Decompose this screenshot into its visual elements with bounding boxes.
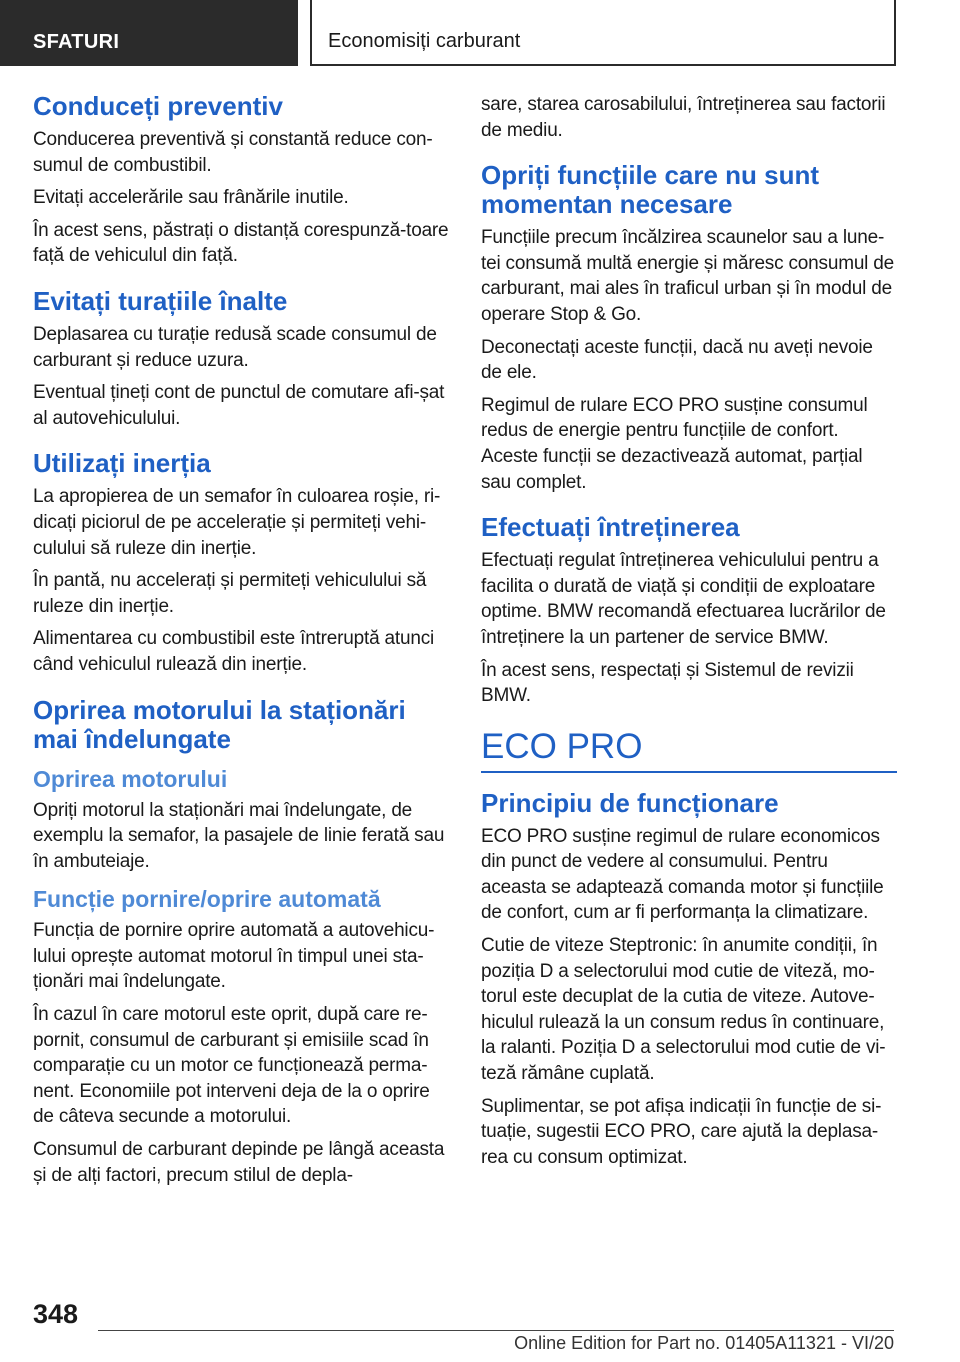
heading-maintenance: Efectuați întreținerea <box>481 512 740 543</box>
chapter-tab: Economisiți carburant <box>310 0 896 66</box>
paragraph: În acest sens, păstrați o distanță corespunză‐toare față de vehiculul din față. <box>33 219 449 267</box>
paragraph: Alimentarea cu combustibil este întreruptă atunci când vehiculul rulează din inerție. <box>33 628 435 675</box>
heading-engine-stop: Oprirea motorului la staționări mai îndelungate <box>33 694 406 754</box>
paragraph: Eventual țineți cont de punctul de comutare afi‐șat al autovehiculului. <box>33 382 445 429</box>
subheading-engine-stop: Oprirea motorului <box>33 765 228 792</box>
paragraph: La apropierea de un semafor în culoarea roșie, ri‐dicați piciorul de pe accelerație și permiteți vehi‐culului să ruleze din inerție. <box>33 486 441 559</box>
heading-operating-principle: Principiu de funcționare <box>481 787 779 818</box>
paragraph: Funcțiile precum încălzirea scaunelor sau a lune‐tei consumă multă energie și măresc consumul de carburant, mai ales în traficul urban și în modul de operare Stop & Go. <box>481 227 895 325</box>
paragraph: În cazul în care motorul este oprit, după care re‐pornit, consumul de carburant și emisiile scad în comparație cu un motor ce funcționează perma‐nent. Economiile pot interveni deja de la o oprire de câteva secunde a motorului. <box>33 1004 430 1128</box>
paragraph: Efectuați regulat întreținerea vehiculului pentru a facilita o durată de viață și condiții de exploatare optime. BMW recomandă efectuarea lucrărilor de întreținere la un partener de service BMW. <box>481 550 886 648</box>
chapter-title-eco-pro: ECO PRO <box>481 727 897 773</box>
heading-use-inertia: Utilizați inerția <box>33 448 211 479</box>
heading-drive-preventively: Conduceți preventiv <box>33 91 283 121</box>
paragraph: Deplasarea cu turație redusă scade consumul de carburant și reduce uzura. <box>33 323 437 371</box>
section-tab: SFATURI <box>0 0 298 66</box>
paragraph: Suplimentar, se pot afișa indicații în funcție de si‐tuație, sugestii ECO PRO, care ajută la deplasa‐rea cu consum optimizat. <box>481 1095 882 1168</box>
paragraph: În acest sens, respectați și Sistemul de revizii BMW. <box>481 659 854 707</box>
footer-divider <box>98 1330 894 1331</box>
page-number: 348 <box>33 1299 79 1329</box>
paragraph: Consumul de carburant depinde pe lângă aceasta și de alți factori, precum stilul de depla‐ <box>33 1139 445 1186</box>
paragraph: Funcția de pornire oprire automată a autovehicu‐lului oprește automat motorul în timpul unei sta‐ționări mai îndelungate. <box>33 920 435 993</box>
paragraph: Cutie de viteze Steptronic: în anumite condiții, în poziția D a selectorului mod cutie de viteză, mo‐torul este decuplat de la cutia de viteze. Autove‐hiculul rulează la un consum redus în continuare, la ralanti. Poziția D a selectorului mod cutie de vi‐teză rămâne cuplată. <box>481 935 886 1085</box>
paragraph: Evitați accelerările sau frânările inutile. <box>33 187 349 209</box>
paragraph: ECO PRO susține regimul de rulare economicos din punct de vedere al consumului. Pentru aceasta se adaptează comanda motor și funcțiile de confort, cum ar fi performanța la climatizare. <box>481 825 884 924</box>
left-column <box>33 92 449 1195</box>
paragraph: Regimul de rulare ECO PRO susține consumul redus de energie pentru funcțiile de confort. Aceste funcții se dezactivează automat, parțial sau complet. <box>481 394 868 493</box>
subheading-auto-start-stop: Funcție pornire/oprire automată <box>33 886 381 913</box>
heading-turn-off-functions: Opriți funcțiile care nu sunt momentan necesare <box>481 160 820 220</box>
paragraph: Opriți motorul la staționări mai îndelungate, de exemplu la semafor, la pasajele de linie ferată sau în ambuteiaje. <box>33 799 445 872</box>
heading-avoid-high-rpm: Evitați turațiile înalte <box>33 285 288 316</box>
paragraph: Deconectați aceste funcții, dacă nu aveți nevoie de ele. <box>481 336 873 384</box>
edition-note: Online Edition for Part no. 01405A11321 - VI/20 <box>514 1333 894 1353</box>
right-column <box>481 92 897 1177</box>
paragraph-continuation: sare, starea carosabilului, întreținerea sau factorii de mediu. <box>481 94 886 141</box>
paragraph: Conducerea preventivă și constantă reduce con‐sumul de combustibil. <box>33 129 433 176</box>
page-header <box>0 0 960 66</box>
paragraph: În pantă, nu accelerați și permiteți vehiculului să ruleze din inerție. <box>33 570 427 617</box>
